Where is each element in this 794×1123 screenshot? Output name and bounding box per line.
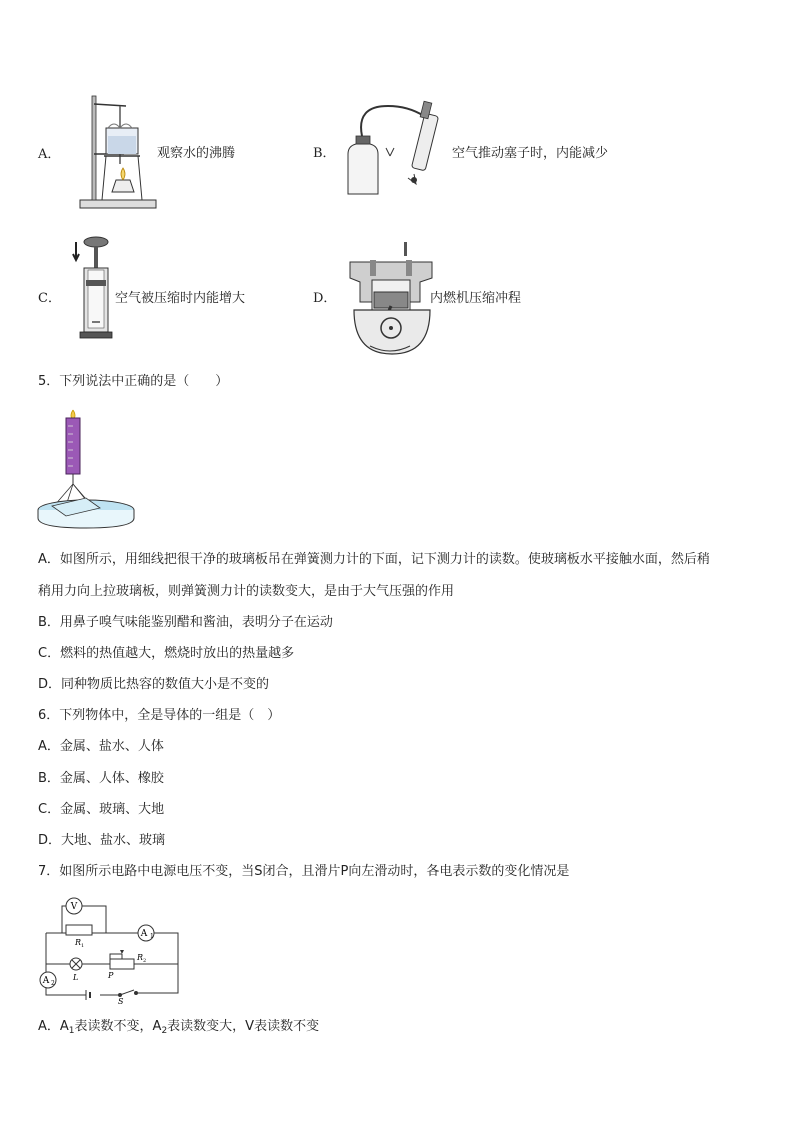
air-pushing-stopper-icon bbox=[344, 100, 448, 200]
q5-option-d: D．同种物质比热容的数值大小是不变的 bbox=[38, 677, 270, 692]
boiling-water-apparatus-icon bbox=[76, 92, 158, 210]
lamp-label: L bbox=[73, 973, 79, 982]
r1-subscript: 1 bbox=[81, 943, 85, 949]
r2-label: R bbox=[137, 953, 144, 962]
q6-option-c: C．金属、玻璃、大地 bbox=[38, 802, 165, 817]
q7-option-a-pre: A．A bbox=[38, 1019, 69, 1034]
r1-label: R bbox=[75, 938, 82, 947]
q7-option-a-post: 表读数变大，V表读数不变 bbox=[167, 1019, 320, 1034]
q5-option-c: C．燃料的热值越大，燃烧时放出的热量越多 bbox=[38, 646, 295, 661]
fire-piston-icon bbox=[62, 234, 114, 342]
q7-option-a bbox=[38, 1018, 319, 1040]
q4-option-c-letter: C． bbox=[38, 291, 61, 306]
spring-scale-glass-plate-icon bbox=[36, 406, 136, 530]
q6-option-a: A．金属、盐水、人体 bbox=[38, 739, 164, 754]
q6-option-d: D．大地、盐水、玻璃 bbox=[38, 833, 166, 848]
q7-stem: 7．如图所示电路中电源电压不变，当S闭合，且滑片P向左滑动时，各电表示数的变化情况是 bbox=[38, 864, 570, 879]
q6-stem: 6．下列物体中，全是导体的一组是（ ） bbox=[38, 708, 281, 723]
q5-stem: 5．下列说法中正确的是（ ） bbox=[38, 374, 229, 389]
r2-subscript: 2 bbox=[143, 958, 147, 964]
engine-compression-stroke-icon bbox=[344, 240, 438, 358]
q5-option-b: B．用鼻子嗅气味能鉴别醋和酱油，表明分子在运动 bbox=[38, 615, 333, 630]
q4-option-b-letter: B． bbox=[313, 146, 336, 161]
slider-p-label: P bbox=[108, 971, 114, 980]
q7-option-a-sub1: 1 bbox=[68, 1026, 75, 1036]
q5-option-a-line2: 稍用力向上拉玻璃板，则弹簧测力计的读数变大，是由于大气压强的作用 bbox=[38, 584, 455, 599]
voltmeter-label: V bbox=[70, 902, 78, 912]
q4-option-d-letter: D． bbox=[313, 291, 337, 306]
q6-option-b: B．金属、人体、橡胶 bbox=[38, 771, 164, 786]
q4-option-a-text: 观察水的沸腾 bbox=[157, 146, 236, 161]
q4-option-d-text: 内燃机压缩冲程 bbox=[430, 291, 522, 306]
q4-option-a-letter: A． bbox=[38, 147, 61, 162]
q4-option-b-text: 空气推动塞子时，内能减少 bbox=[452, 146, 609, 161]
q7-option-a-mid: 表读数不变，A bbox=[74, 1019, 162, 1034]
ammeter-a2-label: A bbox=[42, 976, 50, 986]
q4-option-c-text: 空气被压缩时内能增大 bbox=[115, 291, 246, 306]
ammeter-a1-label: A bbox=[140, 929, 148, 939]
ammeter-a1-subscript: 1 bbox=[150, 933, 154, 940]
q7-option-a-sub2: 2 bbox=[161, 1026, 168, 1036]
circuit-diagram-icon bbox=[38, 892, 182, 1004]
switch-s-label: S bbox=[118, 997, 124, 1006]
ammeter-a2-subscript: 2 bbox=[51, 980, 55, 987]
q5-option-a-line1: A．如图所示，用细线把很干净的玻璃板吊在弹簧测力计的下面，记下测力计的读数。使玻璃板水平接触水面，然后稍 bbox=[38, 552, 710, 567]
